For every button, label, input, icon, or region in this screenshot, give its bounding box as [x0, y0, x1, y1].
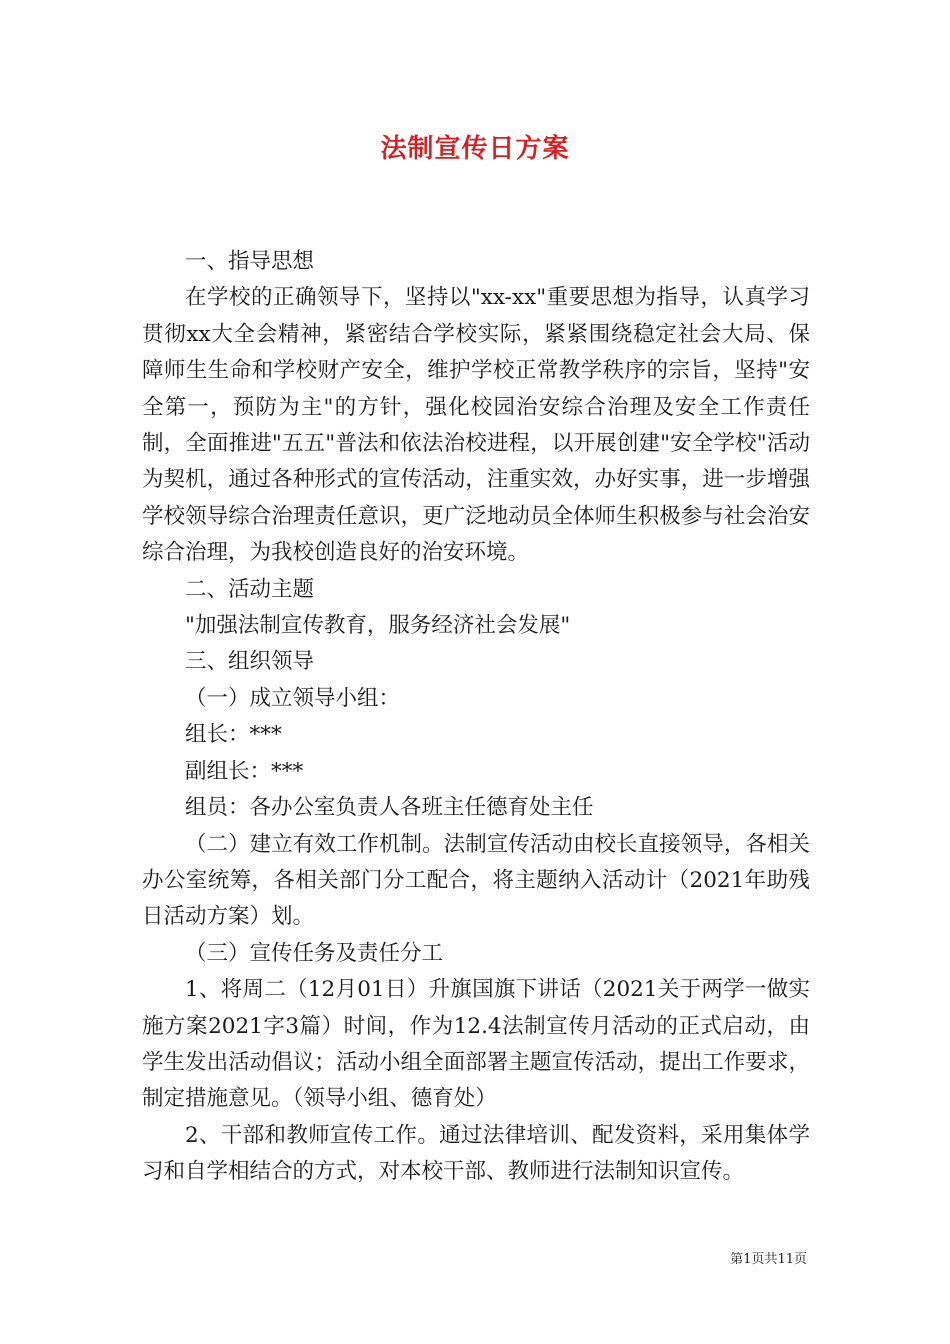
paragraph: 1、将周二（12月01日）升旗国旗下讲话（2021关于两学一做实施方案2021字3篇）时间，作为12.4法制宣传月活动的正式启动，由学生发出活动倡议；活动小组全面部署主题宣传活动，提出工作要求，制定措施意见。（领导小组、德育处）: [142, 977, 810, 1112]
page-number: 第1页共11页: [730, 1252, 807, 1267]
document-title: 法制宣传日方案: [380, 134, 570, 164]
sub-heading: （一）成立领导小组：: [185, 685, 401, 711]
paragraph: 在学校的正确领导下，坚持以"xx-xx"重要思想为指导，认真学习贯彻xx大全会精神，紧密结合学校实际，紧紧围绕稳定社会大局、保障师生生命和学校财产安全，维护学校正常教学秩序的宗旨，坚持"安全第一，预防为主"的方针，强化校园治安综合治理及安全工作责任制，全面推进"五五"普法和依法治校进程，以开展创建"安全学校"活动为契机，通过各种形式的宣传活动，注重实效，办好实事，进一步增强学校领导综合治理责任意识，更广泛地动员全体师生积极参与社会治安综合治理，为我校创造良好的治安环境。: [142, 285, 810, 566]
document-body: [142, 244, 810, 1191]
paragraph: 2、干部和教师宣传工作。通过法律培训、配发资料，采用集体学习和自学相结合的方式，对本校干部、教师进行法制知识宣传。: [142, 1122, 810, 1185]
paragraph: 副组长：***: [185, 758, 304, 784]
sub-heading: （三）宣传任务及责任分工: [185, 940, 444, 966]
section-heading: 三、组织领导: [185, 649, 315, 675]
section-heading: 二、活动主题: [185, 576, 315, 602]
paragraph: 组长：***: [185, 722, 282, 748]
paragraph: （二）建立有效工作机制。法制宣传活动由校长直接领导，各相关办公室统筹，各相关部门分工配合，将主题纳入活动计（2021年助残日活动方案）划。: [142, 831, 810, 930]
paragraph: "加强法制宣传教育，服务经济社会发展": [185, 613, 571, 639]
section-heading: 一、指导思想: [185, 249, 315, 274]
paragraph: 组员：各办公室负责人各班主任德育处主任: [185, 795, 594, 821]
